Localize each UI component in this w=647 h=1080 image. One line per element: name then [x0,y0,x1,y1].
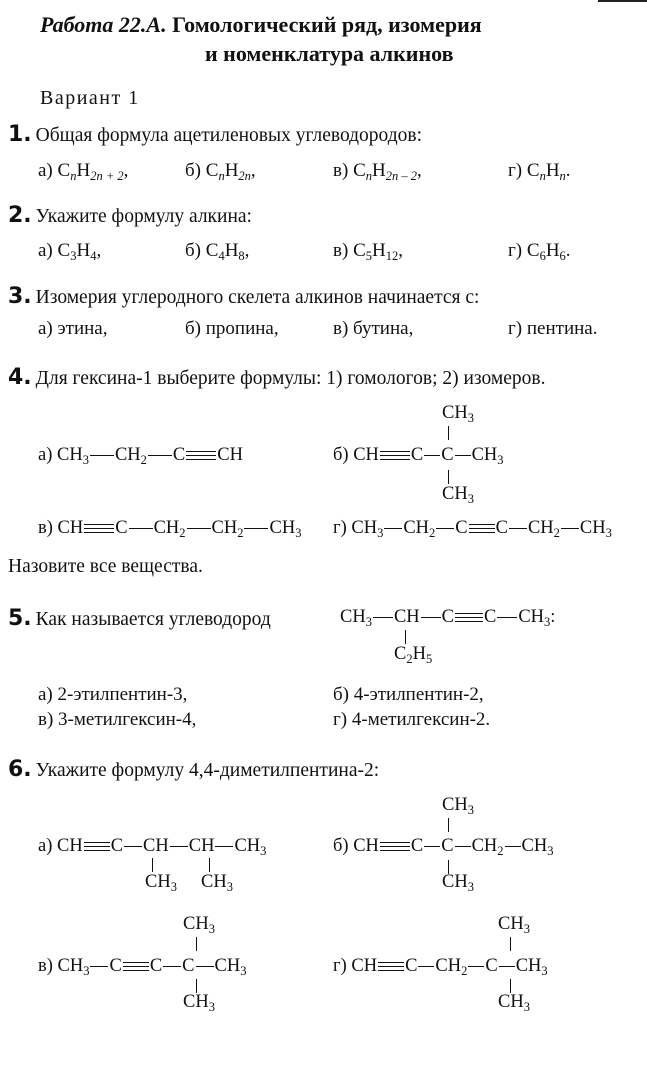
title-line-1: Гомологический ряд, изомерия [172,12,482,37]
q1-option-g: г) $C_nH_n$. [508,160,571,183]
question-text: Укажите формулу 4,4-диметилпентина-2: [35,760,380,781]
q6-formula-g: г) CH C $CH_2$ C $CH_3$ [333,956,548,978]
q5-ethyl: $C_2H_5$ [394,644,433,666]
q5-option-b: б) 4-этилпентин-2, [333,684,484,705]
work-number: Работа 22.А. [40,12,167,37]
option-label: а) [38,160,58,181]
q6v-top-methyl: $CH_3$ [183,914,215,936]
question-1 [8,122,422,147]
q3-option-b: б) пропина, [185,318,279,339]
option-label: г) [333,518,347,538]
bond-vertical [209,858,210,872]
q1-option-b: б) $C_nH_{2n}$, [185,160,256,183]
bond-vertical [448,818,449,832]
bond-vertical [152,858,153,872]
option-label: б) [333,836,349,856]
question-2 [8,203,252,228]
option-label: б) [185,160,206,181]
q6-formula-a: а) CH C CH CH $CH_3$ [38,836,267,858]
option-label: а) [38,445,53,465]
option-label: в) [333,160,354,181]
q3-option-g: г) пентина. [508,318,598,339]
q2-option-a: а) $C_3H_4$, [38,240,102,263]
q4-footer: Назовите все вещества. [8,556,203,577]
bond-vertical [510,979,511,993]
q6-formula-v: в) $CH_3$ C C C $CH_3$ [38,956,247,978]
question-number: 4. [8,365,32,390]
q4-formula-v: в) CH C $CH_2$ $CH_2$ $CH_3$ [38,518,302,540]
question-6 [8,757,379,782]
q2-option-v: в) $C_5H_{12}$, [333,240,403,263]
bond-vertical [196,979,197,993]
q6g-top-methyl: $CH_3$ [498,914,530,936]
q5-formula: $CH_3$ CH C C $CH_3$: [340,607,556,629]
q3-option-a: а) этина, [38,318,108,339]
bond-vertical [405,630,406,644]
option-label: б) [333,445,349,465]
question-number: 1. [8,122,32,147]
option-label: г) [508,240,527,261]
question-5 [8,606,271,631]
q6b-top-methyl: $CH_3$ [442,795,474,817]
work-title [40,12,482,38]
bond-vertical [510,937,511,951]
option-label: г) [508,160,527,181]
q1-option-v: в) $C_nH_{2n - 2}$, [333,160,422,183]
top-rule [598,0,647,2]
q6a-methyl-2: $CH_3$ [201,872,233,894]
question-number: 6. [8,757,32,782]
question-number: 2. [8,203,32,228]
option-label: в) [38,956,53,976]
option-label: в) [38,518,53,538]
q4-formula-b: б) CH C C $CH_3$ [333,445,504,467]
question-4 [8,365,545,390]
atom: $CH_3$ [57,445,89,467]
q3-option-v: в) бутина, [333,318,414,339]
q6v-bottom-methyl: $CH_3$ [183,992,215,1014]
bond-vertical [448,470,449,484]
bond-vertical [448,426,449,440]
q6-formula-b: б) CH C C $CH_2$ $CH_3$ [333,836,554,858]
question-text: Как называется углеводород [35,609,271,630]
option-label: г) [333,956,347,976]
q5-option-v: в) 3-метилгексин-4, [38,709,197,730]
variant-label: Вариант 1 [40,87,140,109]
option-label: б) [185,240,206,261]
q4-formula-g: г) $CH_3$ $CH_2$ C C $CH_2$ $CH_3$ [333,518,612,540]
q5-option-a: а) 2-этилпентин-3, [38,684,188,705]
option-label: а) [38,240,58,261]
q4-formula-a: а) $CH_3$ $CH_2$ C CH [38,445,243,467]
option-label: в) [333,240,354,261]
question-number: 5. [8,606,32,631]
q2-option-b: б) $C_4H_8$, [185,240,250,263]
q6b-bottom-methyl: $CH_3$ [442,872,474,894]
q4b-top-methyl: $CH_3$ [442,403,474,425]
q1-option-a: а) $C_nH_{2n + 2}$, [38,160,129,183]
q6g-bottom-methyl: $CH_3$ [498,992,530,1014]
question-text: Изомерия углеродного скелета алкинов начинается с: [35,287,480,308]
q4b-bottom-methyl: $CH_3$ [442,484,474,506]
question-3 [8,284,479,309]
q5-option-g: г) 4-метилгексин-2. [333,709,491,730]
question-text: Общая формула ацетиленовых углеводородов: [35,125,423,146]
question-text: Для гексина-1 выберите формулы: 1) гомологов; 2) изомеров. [35,368,546,389]
question-text: Укажите формулу алкина: [35,206,252,227]
bond-vertical [196,937,197,951]
q6a-methyl-1: $CH_3$ [145,872,177,894]
question-number: 3. [8,284,32,309]
title-line-2: и номенклатура алкинов [205,41,454,66]
option-label: а) [38,836,53,856]
q2-option-g: г) $C_6H_6$. [508,240,571,263]
